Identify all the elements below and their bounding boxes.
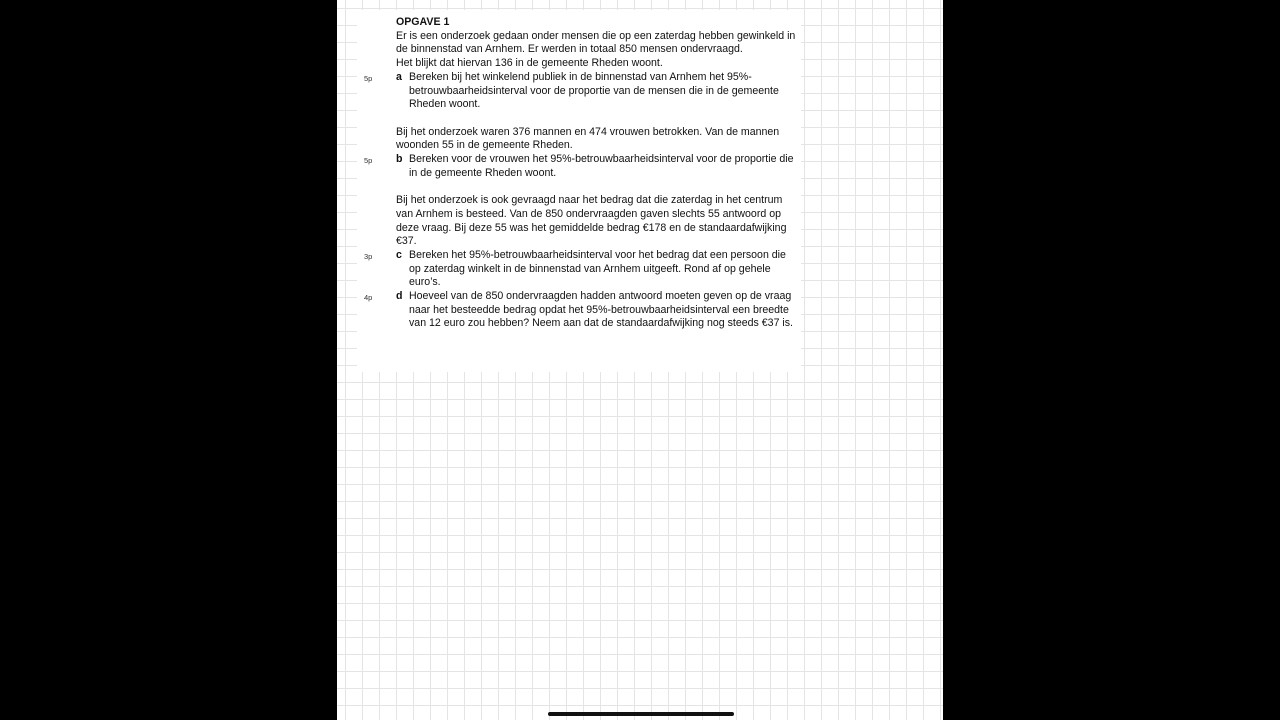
home-indicator-bar[interactable]: [548, 712, 734, 716]
intro-paragraph-1: Er is een onderzoek gedaan onder mensen die op een zaterdag hebben gewinkeld in de binnenstad van Arnhem. Er werden in totaal 850 mensen ondervraagd.: [396, 29, 796, 56]
context-b-paragraph: Bij het onderzoek waren 376 mannen en 474 vrouwen betrokken. Van de mannen woonden 55 in de gemeente Rheden.: [396, 125, 780, 152]
question-c: [364, 248, 796, 290]
exercise-title: OPGAVE 1: [396, 16, 450, 28]
question-a: [364, 70, 796, 112]
spacer: [396, 112, 796, 126]
exercise-document: [364, 16, 796, 331]
question-b-text: Bereken voor de vrouwen het 95%-betrouwbaarheidsinterval voor de proportie die in de gemeente Rheden woont.: [409, 153, 794, 179]
question-c-letter: c: [396, 248, 402, 261]
intro-paragraph-2: Het blijkt dat hiervan 136 in de gemeente Rheden woont.: [396, 57, 663, 70]
question-b-points: 5p: [364, 156, 373, 166]
question-d-text: Hoeveel van de 850 ondervraagden hadden antwoord moeten geven op de vraag naar het besteedde bedrag opdat het 95%-betrouwbaarheidsinterval een breedte van 12 euro zou hebben? Neem aan dat de standaardafwijking nog steeds €37 is.: [409, 290, 793, 330]
question-b: [364, 153, 796, 180]
spacer: [396, 180, 796, 194]
question-b-letter: b: [396, 153, 403, 166]
question-c-points: 3p: [364, 251, 373, 261]
question-a-letter: a: [396, 70, 402, 83]
context-c-paragraph: Bij het onderzoek is ook gevraagd naar het bedrag dat die zaterdag in het centrum van Arnhem is besteed. Van de 850 ondervraagden gaven slechts 55 antwoord op deze vraag. Bij deze 55 was het gemiddelde bedrag €178 en de standaardafwijking €37.: [396, 194, 787, 248]
question-d: [364, 290, 796, 331]
question-a-text: Bereken bij het winkelend publiek in de binnenstad van Arnhem het 95%-betrouwbaarheidsinterval voor de proportie van de mensen die in de gemeente Rheden woont.: [409, 70, 779, 111]
question-d-points: 4p: [364, 293, 373, 303]
question-d-letter: d: [396, 290, 403, 303]
question-c-text: Bereken het 95%-betrouwbaarheidsinterval voor het bedrag dat een persoon die op zaterdag winkelt in de binnenstad van Arnhem uitgeeft. Rond af op gehele euro’s.: [409, 248, 786, 289]
question-a-points: 5p: [364, 73, 373, 83]
